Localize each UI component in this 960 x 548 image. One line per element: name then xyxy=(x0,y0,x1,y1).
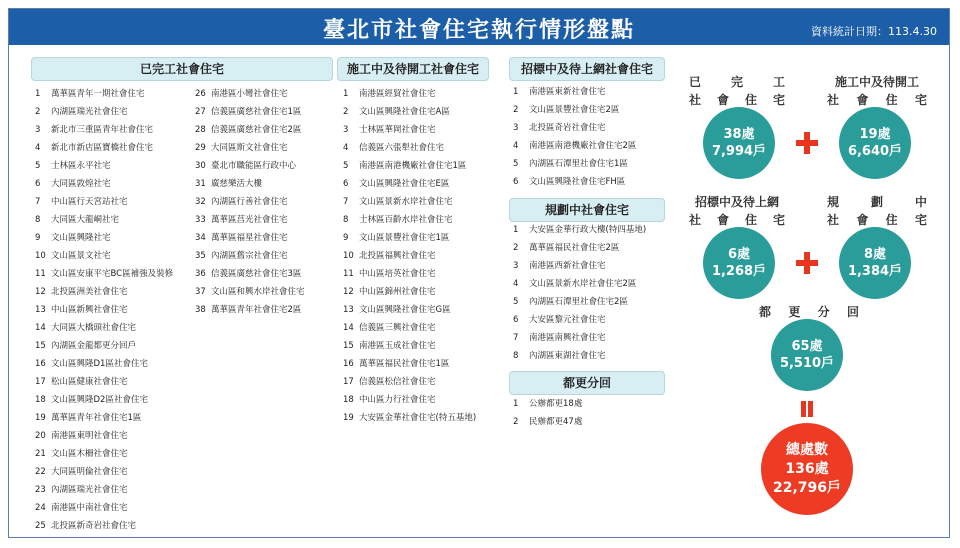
construction-circle xyxy=(839,107,911,179)
item-text: 文山區興隆D2區社會住宅 xyxy=(51,395,148,405)
item-number: 6 xyxy=(35,179,41,189)
renewal-circle xyxy=(771,319,843,391)
label-char: 規 xyxy=(827,195,840,209)
item-text: 公辦都更18處 xyxy=(529,399,583,409)
label-char: 回 xyxy=(846,305,859,319)
list-item xyxy=(195,193,335,211)
item-text: 內湖區舊宗社會住宅 xyxy=(211,251,288,261)
item-number: 2 xyxy=(35,107,41,117)
item-text: 萬華區青年社會住宅1區 xyxy=(51,413,142,423)
list-item xyxy=(513,329,669,347)
list-item xyxy=(35,103,195,121)
item-number: 15 xyxy=(343,341,354,351)
item-number: 1 xyxy=(513,399,519,409)
total-sites: 136處 xyxy=(785,460,829,477)
item-text: 士林區華岡社會住宅 xyxy=(359,125,436,135)
bidding-circle xyxy=(703,227,775,299)
item-number: 37 xyxy=(195,287,206,297)
item-text: 新北市新店區寶橋社會住宅 xyxy=(51,143,154,153)
completed-label-top xyxy=(689,73,785,90)
item-text: 文山區興隆社宅 xyxy=(51,233,111,243)
list-item xyxy=(513,347,669,365)
item-text: 南港區經貿社會住宅 xyxy=(359,89,436,99)
item-number: 12 xyxy=(343,287,354,297)
list-item xyxy=(343,121,509,139)
item-text: 萬華區福民社會住宅1區 xyxy=(359,359,450,369)
item-number: 14 xyxy=(35,323,46,333)
item-text: 信義區松信社會住宅 xyxy=(359,377,436,387)
completed-list-2 xyxy=(195,85,335,319)
title-banner xyxy=(9,9,949,45)
item-number: 1 xyxy=(35,89,41,99)
planning-heading: 規劃中社會住宅 xyxy=(509,198,665,222)
item-text: 南港區小彎社會住宅 xyxy=(211,89,288,99)
completed-list-1 xyxy=(35,85,195,535)
list-item xyxy=(35,445,195,463)
list-item xyxy=(35,301,195,319)
list-item xyxy=(35,463,195,481)
item-number: 3 xyxy=(513,123,519,133)
item-number: 11 xyxy=(35,269,46,279)
list-item xyxy=(513,221,669,239)
list-item xyxy=(343,319,509,337)
item-text: 北投區新奇岩社會住宅 xyxy=(51,521,137,531)
item-number: 1 xyxy=(513,225,519,235)
list-item xyxy=(343,355,509,373)
item-text: 萬華區福民社會住宅2區 xyxy=(529,243,620,253)
item-text: 內湖區石潭里社會住宅1區 xyxy=(529,159,628,169)
label-char: 社 xyxy=(689,93,702,107)
plus-icon xyxy=(796,252,818,274)
item-text: 萬華區福星社會住宅 xyxy=(211,233,288,243)
item-text: 文山區興隆D1區社會住宅 xyxy=(51,359,148,369)
infographic-frame xyxy=(8,8,950,538)
item-text: 民辦都更47處 xyxy=(529,417,583,427)
list-item xyxy=(513,173,669,191)
list-item xyxy=(343,211,509,229)
item-text: 文山區興隆社會住宅E區 xyxy=(359,179,450,189)
item-number: 17 xyxy=(343,377,354,387)
item-number: 16 xyxy=(343,359,354,369)
construction-heading: 施工中及待開工社會住宅 xyxy=(337,57,489,81)
label-char: 會 xyxy=(856,213,869,227)
item-number: 9 xyxy=(343,233,349,243)
list-item xyxy=(195,139,335,157)
list-item xyxy=(35,355,195,373)
list-item xyxy=(343,409,509,427)
label-char: 劃 xyxy=(870,195,883,209)
item-number: 32 xyxy=(195,197,206,207)
list-item xyxy=(343,301,509,319)
list-item xyxy=(195,157,335,175)
item-number: 4 xyxy=(35,143,41,153)
item-number: 10 xyxy=(35,251,46,261)
list-item xyxy=(35,157,195,175)
item-text: 廣慈樂活大樓 xyxy=(211,179,263,189)
label-char: 宅 xyxy=(772,93,785,107)
renewal-list xyxy=(513,395,669,431)
label-char: 住 xyxy=(885,213,898,227)
list-item xyxy=(195,229,335,247)
item-text: 大安區金華社會住宅(特五基地) xyxy=(359,413,477,423)
list-item xyxy=(195,265,335,283)
label-char: 中 xyxy=(914,195,927,209)
construction-list xyxy=(343,85,509,427)
list-item xyxy=(513,311,669,329)
planning-label-top xyxy=(827,193,927,210)
item-text: 南港區南興社會住宅 xyxy=(529,333,606,343)
plus-icon xyxy=(796,132,818,154)
item-text: 大同區明倫社會住宅 xyxy=(51,467,128,477)
item-text: 大同區大橋頭社會住宅 xyxy=(51,323,137,333)
list-item xyxy=(35,409,195,427)
completed-label-bottom xyxy=(689,91,785,108)
item-number: 10 xyxy=(343,251,354,261)
item-text: 士林區永平社宅 xyxy=(51,161,111,171)
item-text: 大同區斯文社會住宅 xyxy=(211,143,288,153)
list-item xyxy=(195,103,335,121)
item-text: 南港區東新社會住宅 xyxy=(529,87,606,97)
list-item xyxy=(35,337,195,355)
list-item xyxy=(35,283,195,301)
item-text: 松山區健康社會住宅 xyxy=(51,377,128,387)
item-number: 13 xyxy=(343,305,354,315)
list-item xyxy=(513,101,669,119)
item-number: 7 xyxy=(35,197,41,207)
completed-sites: 38處 xyxy=(723,127,755,142)
list-item xyxy=(343,85,509,103)
list-item xyxy=(35,481,195,499)
item-text: 文山區和興水岸社會住宅 xyxy=(211,287,305,297)
item-text: 新北市三重區青年社會住宅 xyxy=(51,125,154,135)
list-item xyxy=(35,85,195,103)
item-number: 21 xyxy=(35,449,46,459)
label-char: 社 xyxy=(827,93,840,107)
list-item xyxy=(35,517,195,535)
label-char: 宅 xyxy=(914,213,927,227)
item-text: 南港區南港機廠社會住宅2區 xyxy=(529,141,637,151)
total-label: 總處數 xyxy=(786,441,828,458)
renewal-units: 5,510戶 xyxy=(779,356,835,371)
item-text: 文山區興隆社會住宅FH區 xyxy=(529,177,626,187)
item-number: 1 xyxy=(513,87,519,97)
item-number: 6 xyxy=(343,179,349,189)
list-item xyxy=(35,211,195,229)
item-text: 內湖區瑞光社會住宅 xyxy=(51,107,128,117)
label-char: 分 xyxy=(817,305,830,319)
item-number: 20 xyxy=(35,431,46,441)
item-number: 19 xyxy=(343,413,354,423)
item-number: 2 xyxy=(343,107,349,117)
item-number: 16 xyxy=(35,359,46,369)
item-number: 5 xyxy=(513,159,519,169)
planning-circle xyxy=(839,227,911,299)
list-item xyxy=(35,175,195,193)
item-number: 5 xyxy=(343,161,349,171)
item-number: 2 xyxy=(513,243,519,253)
list-item xyxy=(343,391,509,409)
label-char: 會 xyxy=(716,213,729,227)
list-item xyxy=(35,229,195,247)
list-item xyxy=(343,139,509,157)
list-item xyxy=(513,239,669,257)
item-text: 文山區景新水岸社會住宅 xyxy=(359,197,453,207)
item-text: 文山區景文社宅 xyxy=(51,251,111,261)
item-number: 3 xyxy=(513,261,519,271)
completed-circle xyxy=(703,107,775,179)
label-char: 都 xyxy=(759,305,772,319)
item-text: 南港區南港機廠社會住宅1區 xyxy=(359,161,467,171)
item-number: 27 xyxy=(195,107,206,117)
label-char: 更 xyxy=(788,305,801,319)
item-number: 5 xyxy=(35,161,41,171)
item-number: 31 xyxy=(195,179,206,189)
item-number: 15 xyxy=(35,341,46,351)
item-text: 內湖區行善社會住宅 xyxy=(211,197,288,207)
list-item xyxy=(513,275,669,293)
list-item xyxy=(195,301,335,319)
bidding-label-bottom xyxy=(689,211,785,228)
label-char: 會 xyxy=(716,93,729,107)
item-number: 22 xyxy=(35,467,46,477)
label-char: 完 xyxy=(730,75,743,89)
item-text: 大安區金華行政大樓(特四基地) xyxy=(529,225,647,235)
list-item xyxy=(35,427,195,445)
item-text: 文山區景新水岸社會住宅2區 xyxy=(529,279,637,289)
item-text: 臺北市職能區行政中心 xyxy=(211,161,297,171)
list-item xyxy=(513,293,669,311)
bidding-units: 1,268戶 xyxy=(711,264,767,279)
list-item xyxy=(343,193,509,211)
item-number: 25 xyxy=(35,521,46,531)
list-item xyxy=(35,121,195,139)
list-item xyxy=(513,119,669,137)
label-char: 社 xyxy=(689,213,702,227)
item-number: 6 xyxy=(513,315,519,325)
list-item xyxy=(513,413,669,431)
list-item xyxy=(35,265,195,283)
item-number: 2 xyxy=(513,417,519,427)
list-item xyxy=(195,211,335,229)
list-item xyxy=(513,137,669,155)
item-number: 7 xyxy=(343,197,349,207)
stats-date: 資料統計日期：113.4.30 xyxy=(811,25,937,38)
item-text: 大同區大龍峒社宅 xyxy=(51,215,120,225)
item-text: 南港區東明社會住宅 xyxy=(51,431,128,441)
bidding-label-top: 招標中及待上網 xyxy=(694,195,779,209)
construction-units: 6,640戶 xyxy=(847,144,903,159)
planning-sites: 8處 xyxy=(863,247,887,262)
construction-label-bottom xyxy=(827,91,927,108)
item-text: 南港區玉成社會住宅 xyxy=(359,341,436,351)
item-number: 8 xyxy=(35,215,41,225)
item-text: 文山區安康平宅BC區補強及裝修 xyxy=(51,269,174,279)
item-text: 南港區中南社會住宅 xyxy=(51,503,128,513)
item-text: 信義區廣慈社會住宅1區 xyxy=(211,107,302,117)
bidding-list xyxy=(513,83,669,191)
item-number: 36 xyxy=(195,269,206,279)
list-item xyxy=(343,373,509,391)
item-number: 30 xyxy=(195,161,206,171)
item-text: 中山區力行社會住宅 xyxy=(359,395,436,405)
item-text: 萬華區莒光社會住宅 xyxy=(211,215,288,225)
item-text: 萬華區青年社會住宅2區 xyxy=(211,305,302,315)
item-number: 6 xyxy=(513,177,519,187)
bidding-sites: 6處 xyxy=(727,247,751,262)
item-number: 35 xyxy=(195,251,206,261)
renewal-label xyxy=(759,303,859,320)
item-number: 33 xyxy=(195,215,206,225)
total-circle xyxy=(761,423,853,515)
item-text: 內湖區石潭里社會住宅2區 xyxy=(529,297,628,307)
item-number: 28 xyxy=(195,125,206,135)
bidding-heading: 招標中及待上網社會住宅 xyxy=(509,57,665,81)
completed-units: 7,994戶 xyxy=(711,144,767,159)
item-text: 文山區興隆社會住宅A區 xyxy=(359,107,450,117)
list-item xyxy=(35,373,195,391)
item-text: 信義區廣慈社會住宅2區 xyxy=(211,125,302,135)
item-number: 11 xyxy=(343,269,354,279)
renewal-heading: 都更分回 xyxy=(509,371,665,395)
label-char: 已 xyxy=(689,75,702,89)
item-text: 文山區景豐社會住宅1區 xyxy=(359,233,450,243)
list-item xyxy=(343,175,509,193)
list-item xyxy=(35,139,195,157)
item-number: 7 xyxy=(513,333,519,343)
item-text: 中山區培英社會住宅 xyxy=(359,269,436,279)
item-number: 26 xyxy=(195,89,206,99)
list-item xyxy=(195,283,335,301)
list-item xyxy=(195,247,335,265)
label-char: 會 xyxy=(856,93,869,107)
item-text: 信義區六張犁社會住宅 xyxy=(359,143,445,153)
list-item xyxy=(35,319,195,337)
item-number: 9 xyxy=(35,233,41,243)
list-item xyxy=(195,85,335,103)
item-number: 34 xyxy=(195,233,206,243)
equals-icon xyxy=(799,401,815,417)
item-number: 4 xyxy=(343,143,349,153)
list-item xyxy=(35,193,195,211)
item-text: 大安區黎元社會住宅 xyxy=(529,315,606,325)
item-text: 中山區新興社會住宅 xyxy=(51,305,128,315)
item-number: 3 xyxy=(35,125,41,135)
planning-list xyxy=(513,221,669,365)
completed-heading: 已完工社會住宅 xyxy=(31,57,333,81)
item-number: 2 xyxy=(513,105,519,115)
item-text: 內湖區瑞光社會住宅 xyxy=(51,485,128,495)
item-number: 24 xyxy=(35,503,46,513)
item-text: 信義區三興社會住宅 xyxy=(359,323,436,333)
planning-label-bottom xyxy=(827,211,927,228)
page-title: 臺北市社會住宅執行情形盤點 xyxy=(322,18,635,43)
label-char: 住 xyxy=(744,93,757,107)
list-item xyxy=(343,283,509,301)
item-number: 38 xyxy=(195,305,206,315)
list-item xyxy=(195,175,335,193)
item-text: 南港區西新社會住宅 xyxy=(529,261,606,271)
label-char: 住 xyxy=(885,93,898,107)
list-item xyxy=(343,229,509,247)
item-number: 4 xyxy=(513,141,519,151)
item-number: 13 xyxy=(35,305,46,315)
item-number: 29 xyxy=(195,143,206,153)
list-item xyxy=(513,155,669,173)
item-number: 23 xyxy=(35,485,46,495)
item-text: 中山區錦州社會住宅 xyxy=(359,287,436,297)
list-item xyxy=(343,265,509,283)
item-number: 12 xyxy=(35,287,46,297)
label-char: 工 xyxy=(772,75,785,89)
item-text: 文山區景豐社會住宅2區 xyxy=(529,105,620,115)
list-item xyxy=(513,257,669,275)
label-char: 住 xyxy=(744,213,757,227)
renewal-sites: 65處 xyxy=(791,339,823,354)
list-item xyxy=(35,391,195,409)
list-item xyxy=(343,247,509,265)
list-item xyxy=(513,395,669,413)
item-number: 5 xyxy=(513,297,519,307)
label-char: 宅 xyxy=(914,93,927,107)
item-number: 8 xyxy=(513,351,519,361)
item-text: 北投區福興社會住宅 xyxy=(359,251,436,261)
list-item xyxy=(35,499,195,517)
list-item xyxy=(513,83,669,101)
item-number: 3 xyxy=(343,125,349,135)
item-text: 文山區興隆社會住宅G區 xyxy=(359,305,451,315)
label-char: 社 xyxy=(827,213,840,227)
planning-units: 1,384戶 xyxy=(847,264,903,279)
item-number: 17 xyxy=(35,377,46,387)
construction-sites: 19處 xyxy=(859,127,891,142)
list-item xyxy=(195,121,335,139)
item-text: 內湖區東湖社會住宅 xyxy=(529,351,606,361)
label-char: 宅 xyxy=(772,213,785,227)
item-number: 4 xyxy=(513,279,519,289)
list-item xyxy=(343,103,509,121)
item-number: 1 xyxy=(343,89,349,99)
item-text: 文山區木柵社會住宅 xyxy=(51,449,128,459)
item-text: 內湖區金龍都更分回戶 xyxy=(51,341,137,351)
construction-label-top: 施工中及待開工 xyxy=(834,75,919,89)
list-item xyxy=(35,247,195,265)
list-item xyxy=(343,337,509,355)
item-text: 中山區行天宮站社宅 xyxy=(51,197,128,207)
item-text: 士林區百齡水岸社會住宅 xyxy=(359,215,453,225)
item-text: 北投區奇岩社會住宅 xyxy=(529,123,606,133)
item-text: 信義區廣慈社會住宅3區 xyxy=(211,269,302,279)
item-text: 萬華區青年一期社會住宅 xyxy=(51,89,145,99)
item-number: 18 xyxy=(343,395,354,405)
total-units: 22,796戶 xyxy=(772,479,842,496)
item-number: 18 xyxy=(35,395,46,405)
item-number: 19 xyxy=(35,413,46,423)
item-text: 北投區洲美社會住宅 xyxy=(51,287,128,297)
list-item xyxy=(343,157,509,175)
item-number: 8 xyxy=(343,215,349,225)
item-number: 14 xyxy=(343,323,354,333)
item-text: 大同區敦煌社宅 xyxy=(51,179,111,189)
